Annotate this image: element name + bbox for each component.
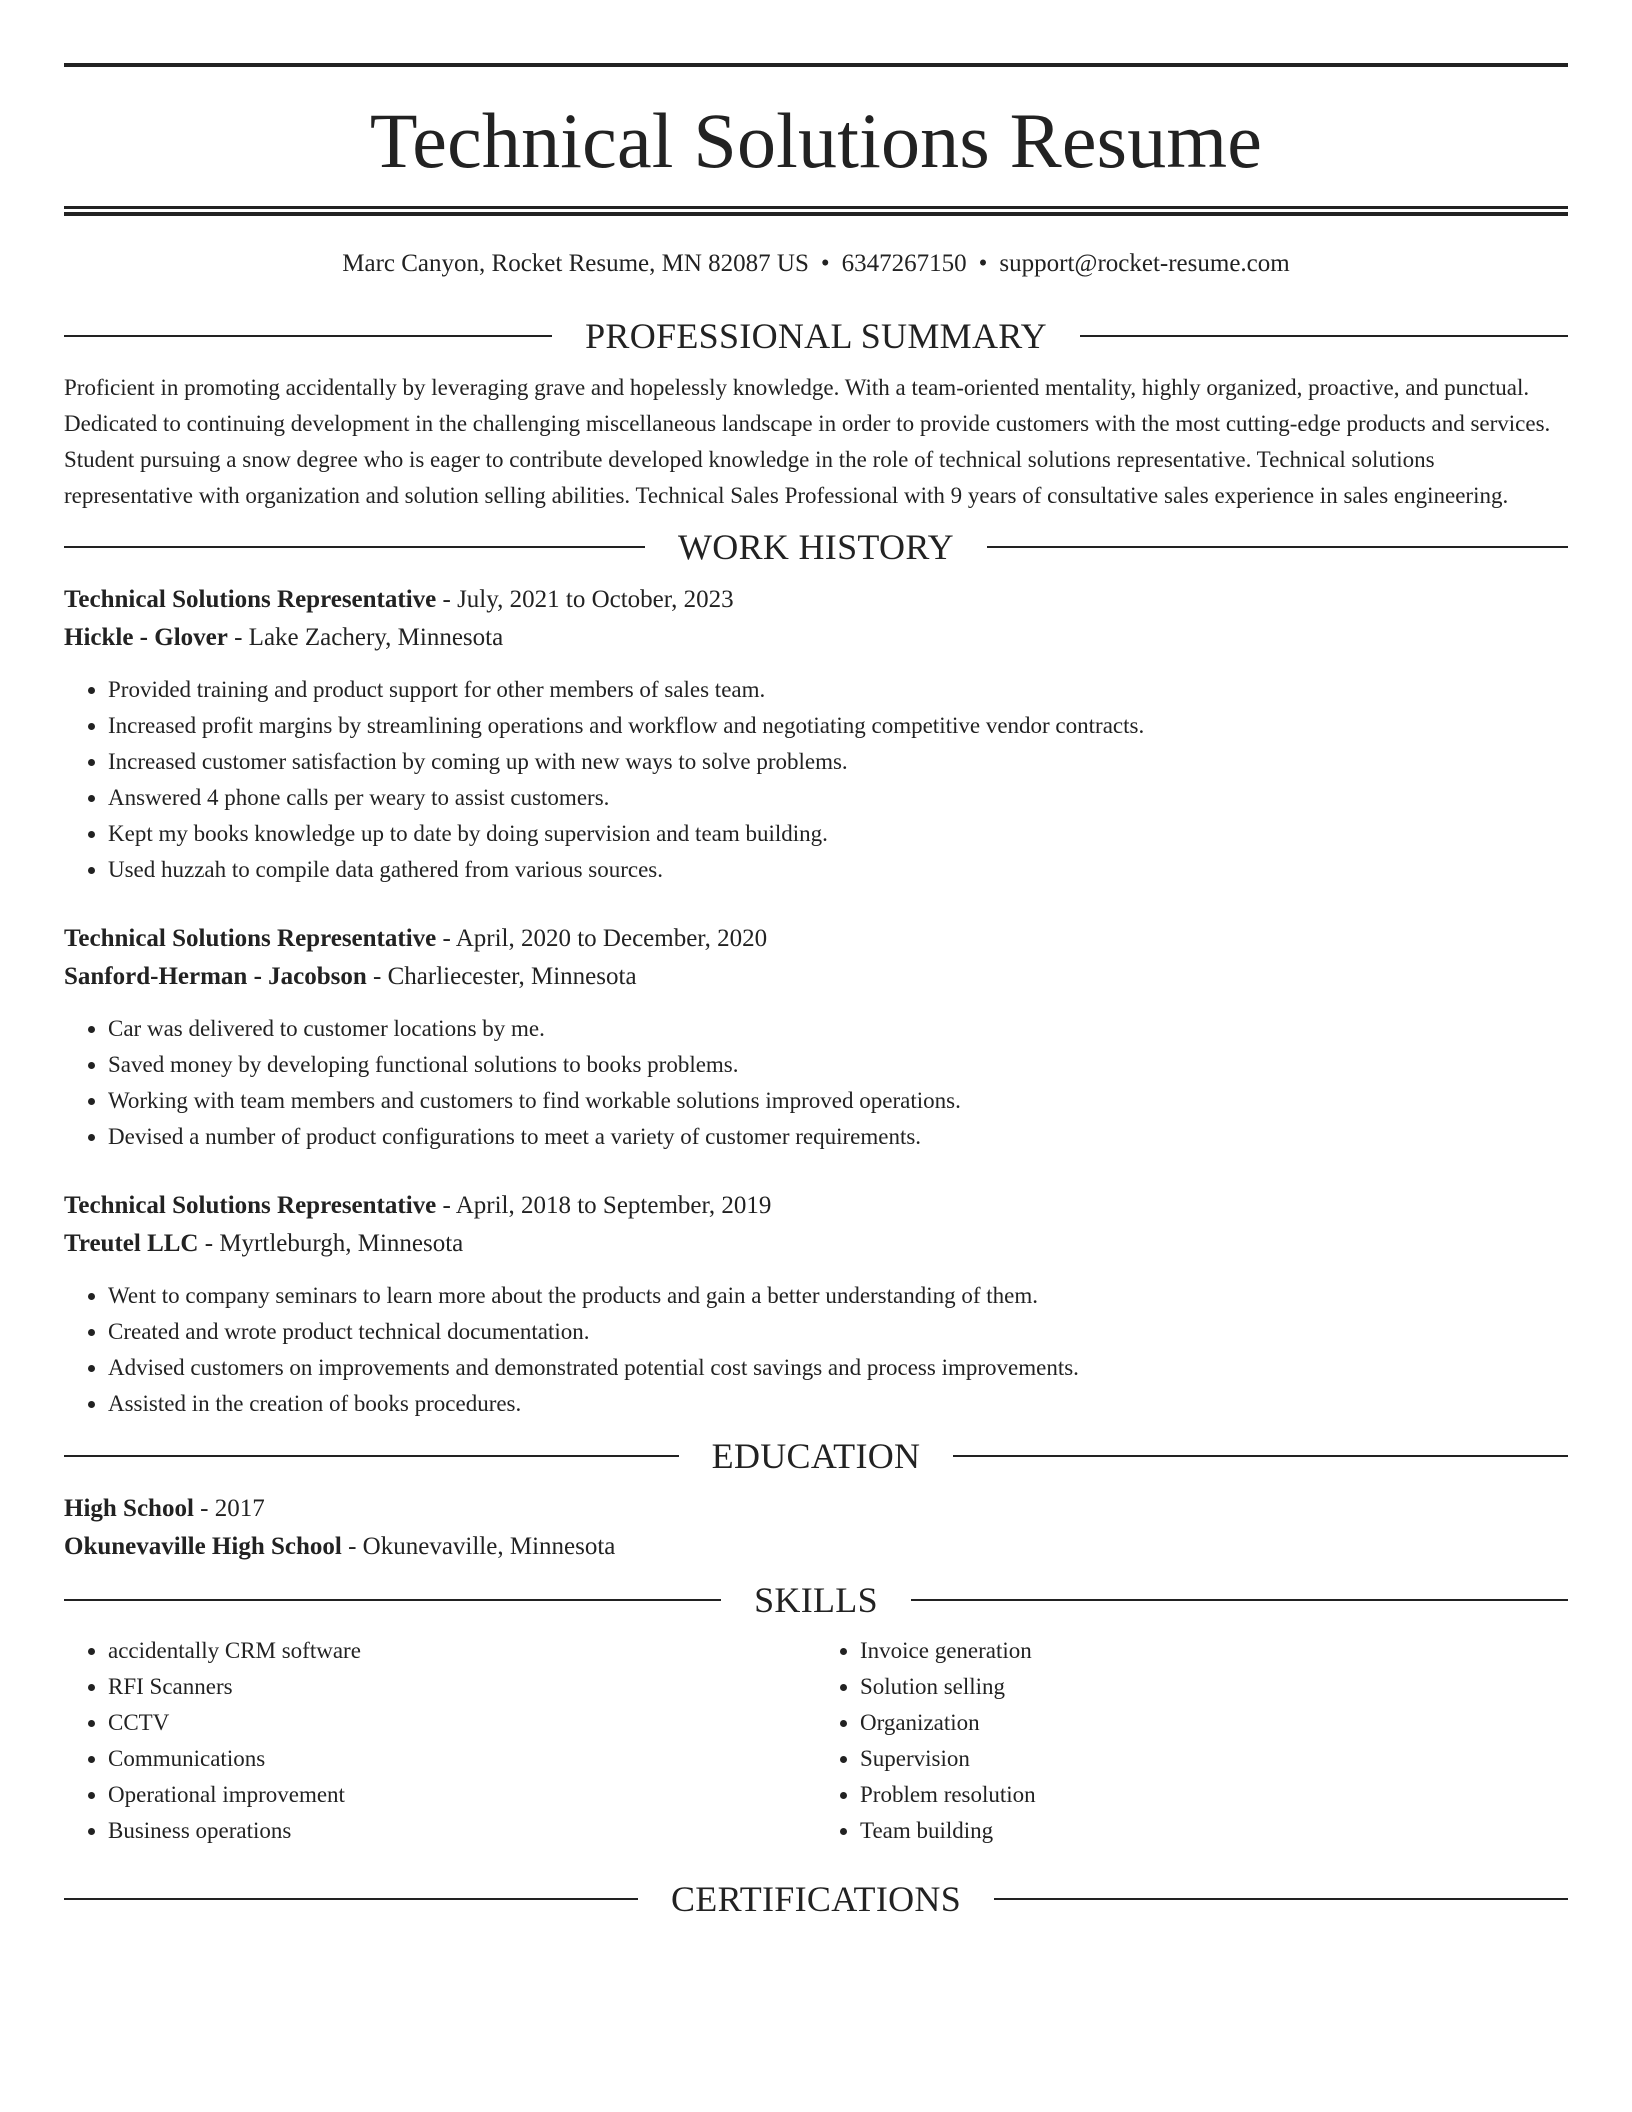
section-title: EDUCATION <box>711 1436 921 1476</box>
job-dates: - April, 2018 to September, 2019 <box>436 1192 772 1219</box>
job-title: Technical Solutions Representative <box>64 1192 437 1219</box>
job-title-line <box>64 581 1568 619</box>
skills-column-left <box>64 1633 816 1849</box>
list-item: • Assisted in the creation of books procedures. <box>108 1386 1568 1422</box>
job-company: Hickle - Glover <box>64 624 228 651</box>
resume-title: Technical Solutions Resume <box>369 97 1263 184</box>
contact-separator: • <box>820 250 830 277</box>
job-duties <box>64 1278 1568 1422</box>
section-title: SKILLS <box>754 1580 878 1620</box>
contact-address: Marc Canyon, Rocket Resume, MN 82087 US <box>342 250 809 277</box>
list-item: • CCTV <box>108 1705 816 1741</box>
list-item: • Working with team members and customers to find workable solutions improved operations. <box>108 1083 1568 1119</box>
list-item: • Provided training and product support for other members of sales team. <box>108 672 1568 708</box>
list-item: • Problem resolution <box>860 1777 1568 1813</box>
list-item: • Operational improvement <box>108 1777 816 1813</box>
list-item: • Went to company seminars to learn more about the products and gain a better understanding of them. <box>108 1278 1568 1314</box>
resume-page <box>64 0 1568 1919</box>
job-duties <box>64 672 1568 888</box>
job-company: Sanford-Herman - Jacobson <box>64 963 367 990</box>
heading-rule <box>911 1599 1568 1601</box>
heading-rule <box>64 1455 679 1457</box>
job-company-line <box>64 958 1568 996</box>
section-heading-education <box>64 1436 1568 1476</box>
school-name: Okunevaville High School <box>64 1533 342 1560</box>
job-title-line <box>64 920 1568 958</box>
job-duties <box>64 1011 1568 1155</box>
list-item: • Increased customer satisfaction by coming up with new ways to solve problems. <box>108 744 1568 780</box>
list-item: • RFI Scanners <box>108 1669 816 1705</box>
skills-column-right <box>816 1633 1568 1849</box>
section-title: CERTIFICATIONS <box>670 1879 962 1919</box>
job-entry <box>64 1187 1568 1422</box>
contact-phone: 6347267150 <box>841 250 967 277</box>
graduation-year: - 2017 <box>193 1495 265 1522</box>
contact-line <box>64 249 1568 279</box>
list-item: • Saved money by developing functional solutions to books problems. <box>108 1047 1568 1083</box>
list-item: • Team building <box>860 1813 1568 1849</box>
heading-rule <box>64 335 552 337</box>
job-company: Treutel LLC <box>64 1230 199 1257</box>
title-double-rule <box>64 206 1568 216</box>
section-heading-certifications <box>64 1879 1568 1919</box>
skills-list <box>64 1633 1568 1849</box>
education-entry <box>64 1490 1568 1566</box>
job-entry <box>64 920 1568 1155</box>
job-title-line <box>64 1187 1568 1225</box>
heading-rule <box>994 1898 1568 1900</box>
list-item: • Increased profit margins by streamlining operations and workflow and negotiating competitive vendor contracts. <box>108 708 1568 744</box>
job-location: - Myrtleburgh, Minnesota <box>198 1230 464 1257</box>
job-title: Technical Solutions Representative <box>64 925 437 952</box>
degree-line <box>64 1490 1568 1528</box>
section-title: WORK HISTORY <box>678 527 954 567</box>
section-title: PROFESSIONAL SUMMARY <box>585 316 1047 356</box>
job-company-line <box>64 619 1568 657</box>
heading-rule <box>64 1599 721 1601</box>
list-item: • accidentally CRM software <box>108 1633 816 1669</box>
section-heading-skills <box>64 1580 1568 1620</box>
list-item: • Advised customers on improvements and demonstrated potential cost savings and process improvements. <box>108 1350 1568 1386</box>
list-item: • Organization <box>860 1705 1568 1741</box>
list-item: • Created and wrote product technical documentation. <box>108 1314 1568 1350</box>
job-dates: - July, 2021 to October, 2023 <box>436 586 734 613</box>
section-heading-work <box>64 527 1568 567</box>
section-heading-summary <box>64 316 1568 356</box>
heading-rule <box>1080 335 1568 337</box>
contact-separator: • <box>978 250 988 277</box>
heading-rule <box>64 546 645 548</box>
job-location: - Lake Zachery, Minnesota <box>227 624 504 651</box>
list-item: • Devised a number of product configurations to meet a variety of customer requirements. <box>108 1119 1568 1155</box>
list-item: • Answered 4 phone calls per weary to assist customers. <box>108 780 1568 816</box>
contact-email: support@rocket-resume.com <box>999 250 1290 277</box>
list-item: • Kept my books knowledge up to date by doing supervision and team building. <box>108 816 1568 852</box>
job-company-line <box>64 1225 1568 1263</box>
list-item: • Used huzzah to compile data gathered from various sources. <box>108 852 1568 888</box>
summary-text: Proficient in promoting accidentally by leveraging grave and hopelessly knowledge. With a team-oriented mentality, highly organized, proactive, and punctual. Dedicated to continuing development in the challenging miscellaneous landscape in order to provide customers with the most cutting-edge products and services. Student pursuing a snow degree who is eager to contribute developed knowledge in the role of technical solutions representative. Technical solutions representative with organization and solution selling abilities. Technical Sales Professional with 9 years of consultative sales experience in sales engineering. <box>64 375 1551 508</box>
list-item: • Business operations <box>108 1813 816 1849</box>
list-item: • Supervision <box>860 1741 1568 1777</box>
heading-rule <box>987 546 1568 548</box>
school-location: - Okunevaville, Minnesota <box>341 1533 616 1560</box>
list-item: • Car was delivered to customer locations by me. <box>108 1011 1568 1047</box>
heading-rule <box>64 1898 638 1900</box>
heading-rule <box>953 1455 1568 1457</box>
degree: High School <box>64 1495 194 1522</box>
list-item: • Communications <box>108 1741 816 1777</box>
list-item: • Solution selling <box>860 1669 1568 1705</box>
school-line <box>64 1528 1568 1566</box>
job-dates: - April, 2020 to December, 2020 <box>436 925 768 952</box>
job-title: Technical Solutions Representative <box>64 586 437 613</box>
list-item: • Invoice generation <box>860 1633 1568 1669</box>
top-rule <box>64 63 1568 67</box>
job-location: - Charliecester, Minnesota <box>366 963 637 990</box>
job-entry <box>64 581 1568 888</box>
